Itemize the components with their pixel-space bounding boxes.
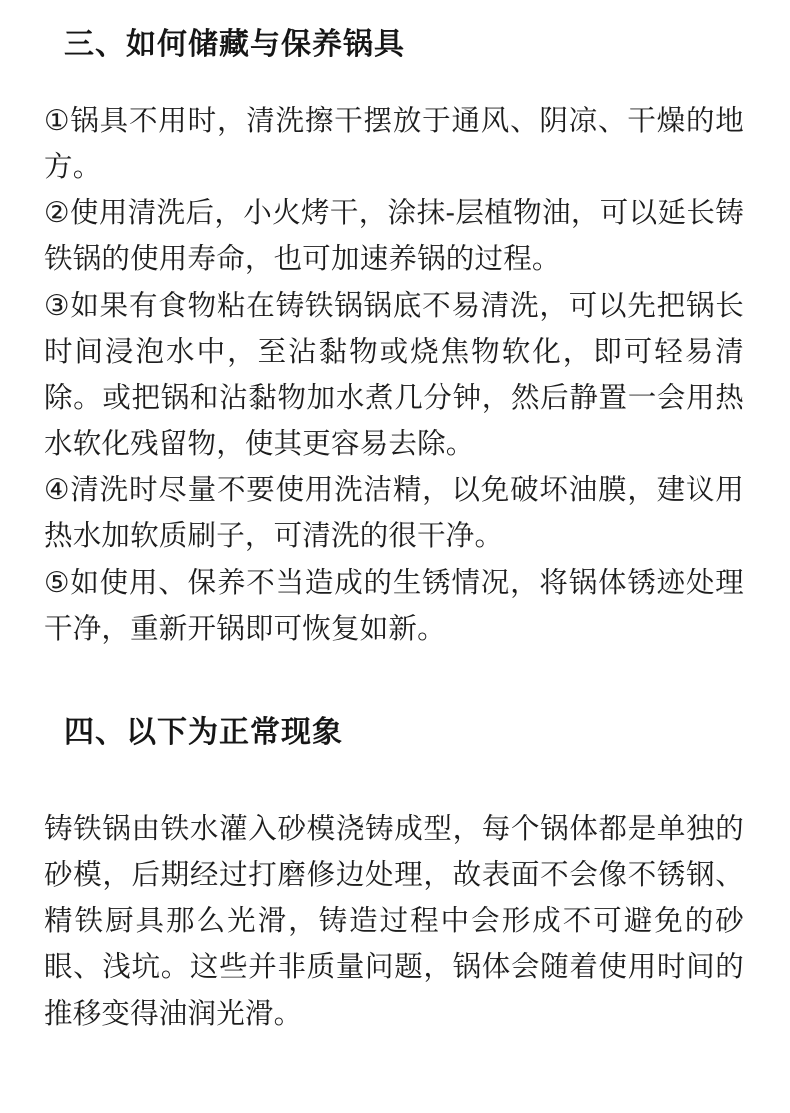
paragraph: ②使用清洗后，小火烤干，涂抹-层植物油，可以延长铸铁锅的使用寿命，也可加速养锅的过程。 [44,197,744,276]
section-body-storage [42,98,748,652]
section-heading-storage: 三、如何储藏与保养锅具 [64,28,405,61]
spacer [42,760,748,806]
spacer [42,72,748,98]
paragraph: ①锅具不用时，清洗擦干摆放于通风、阴凉、干燥的地方。 [44,105,744,184]
section-body-normal-phenomena [42,806,748,1037]
paragraph: ⑤如使用、保养不当造成的生锈情况，将锅体锈迹处理干净，重新开锅即可恢复如新。 [44,566,744,645]
paragraph: ④清洗时尽量不要使用洗洁精，以免破坏油膜，建议用热水加软质刷子，可清洗的很干净。 [44,474,744,553]
section-heading-normal-phenomena: 四、以下为正常现象 [64,715,343,749]
spacer [42,652,748,698]
paragraph: 铸铁锅由铁水灌入砂模浇铸成型，每个锅体都是单独的砂模，后期经过打磨修边处理，故表面不会像不锈钢、精铁厨具那么光滑，铸造过程中会形成不可避免的砂眼、浅坑。这些并非质量问题，锅体会随着使用时间的推移变得油润光滑。 [44,812,744,1030]
paragraph: ③如果有食物粘在铸铁锅锅底不易清洗，可以先把锅长时间浸泡水中，至沾黏物或烧焦物软化，即可轻易清除。或把锅和沾黏物加水煮几分钟，然后静置一会用热水软化残留物，使其更容易去除。 [44,289,744,461]
